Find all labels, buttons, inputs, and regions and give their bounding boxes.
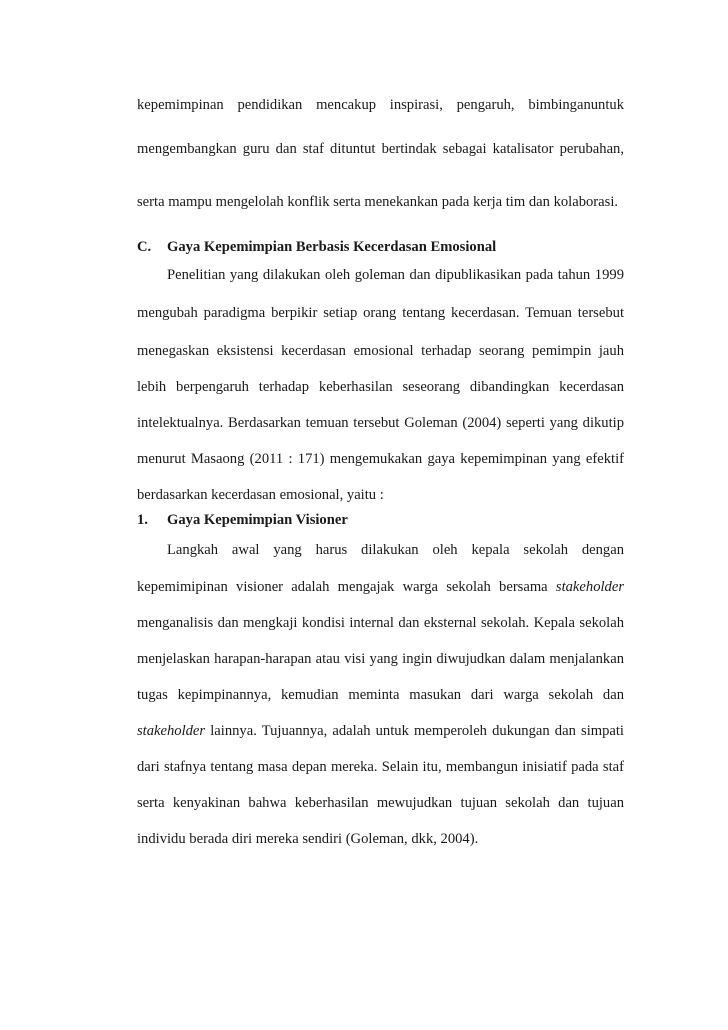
- body-text-fragment: kepemimipinan visioner adalah mengajak warga sekolah bersama: [137, 579, 556, 595]
- body-text-line: Penelitian yang dilakukan oleh goleman dan dipublikasikan pada tahun 1999: [167, 267, 624, 283]
- body-text-line: [137, 577, 624, 597]
- italic-term: stakeholder: [137, 723, 206, 739]
- section-number: C.: [137, 239, 152, 255]
- subsection-number: 1.: [137, 512, 148, 528]
- body-text-fragment: lainnya. Tujuannya, adalah untuk memperoleh dukungan dan simpati: [205, 723, 624, 739]
- body-text-line: mengubah paradigma berpikir setiap orang tentang kecerdasan. Temuan tersebut: [137, 305, 624, 321]
- body-text-line: menegaskan eksistensi kecerdasan emosional terhadap seorang pemimpin jauh: [137, 343, 624, 359]
- body-text-line: intelektualnya. Berdasarkan temuan tersebut Goleman (2004) seperti yang dikutip: [137, 415, 624, 431]
- subsection-title: Gaya Kepemimpian Visioner: [167, 512, 348, 528]
- body-text-line: dari stafnya tentang masa depan mereka. Selain itu, membangun inisiatif pada staf: [137, 759, 624, 775]
- body-text-line: menjelaskan harapan-harapan atau visi yang ingin diwujudkan dalam menjalankan: [137, 651, 624, 667]
- body-text-line: berdasarkan kecerdasan emosional, yaitu :: [137, 487, 384, 503]
- body-text-line: [137, 721, 624, 741]
- italic-term: stakeholder: [555, 579, 624, 595]
- body-text-line: Langkah awal yang harus dilakukan oleh kepala sekolah dengan: [167, 542, 624, 558]
- section-heading-c: [137, 237, 496, 257]
- body-text-line: menganalisis dan mengkaji kondisi internal dan eksternal sekolah. Kepala sekolah: [137, 615, 624, 631]
- body-text-line: kepemimpinan pendidikan mencakup inspirasi, pengaruh, bimbinganuntuk: [137, 97, 624, 113]
- section-title: Gaya Kepemimpian Berbasis Kecerdasan Emosional: [167, 239, 497, 255]
- body-text-line: serta kenyakinan bahwa keberhasilan mewujudkan tujuan sekolah dan tujuan: [137, 795, 624, 811]
- body-text-line: individu berada diri mereka sendiri (Goleman, dkk, 2004).: [137, 831, 479, 847]
- subsection-heading-1: [137, 510, 348, 530]
- body-text-line: mengembangkan guru dan staf dituntut bertindak sebagai katalisator perubahan,: [137, 141, 624, 157]
- body-text-line: serta mampu mengelolah konflik serta menekankan pada kerja tim dan kolaborasi.: [137, 194, 619, 210]
- body-text-line: lebih berpengaruh terhadap keberhasilan seseorang dibandingkan kecerdasan: [137, 379, 624, 395]
- body-text-line: menurut Masaong (2011 : 171) mengemukakan gaya kepemimpinan yang efektif: [137, 451, 624, 467]
- body-text-line: tugas kepimpinannya, kemudian meminta masukan dari warga sekolah dan: [137, 687, 624, 703]
